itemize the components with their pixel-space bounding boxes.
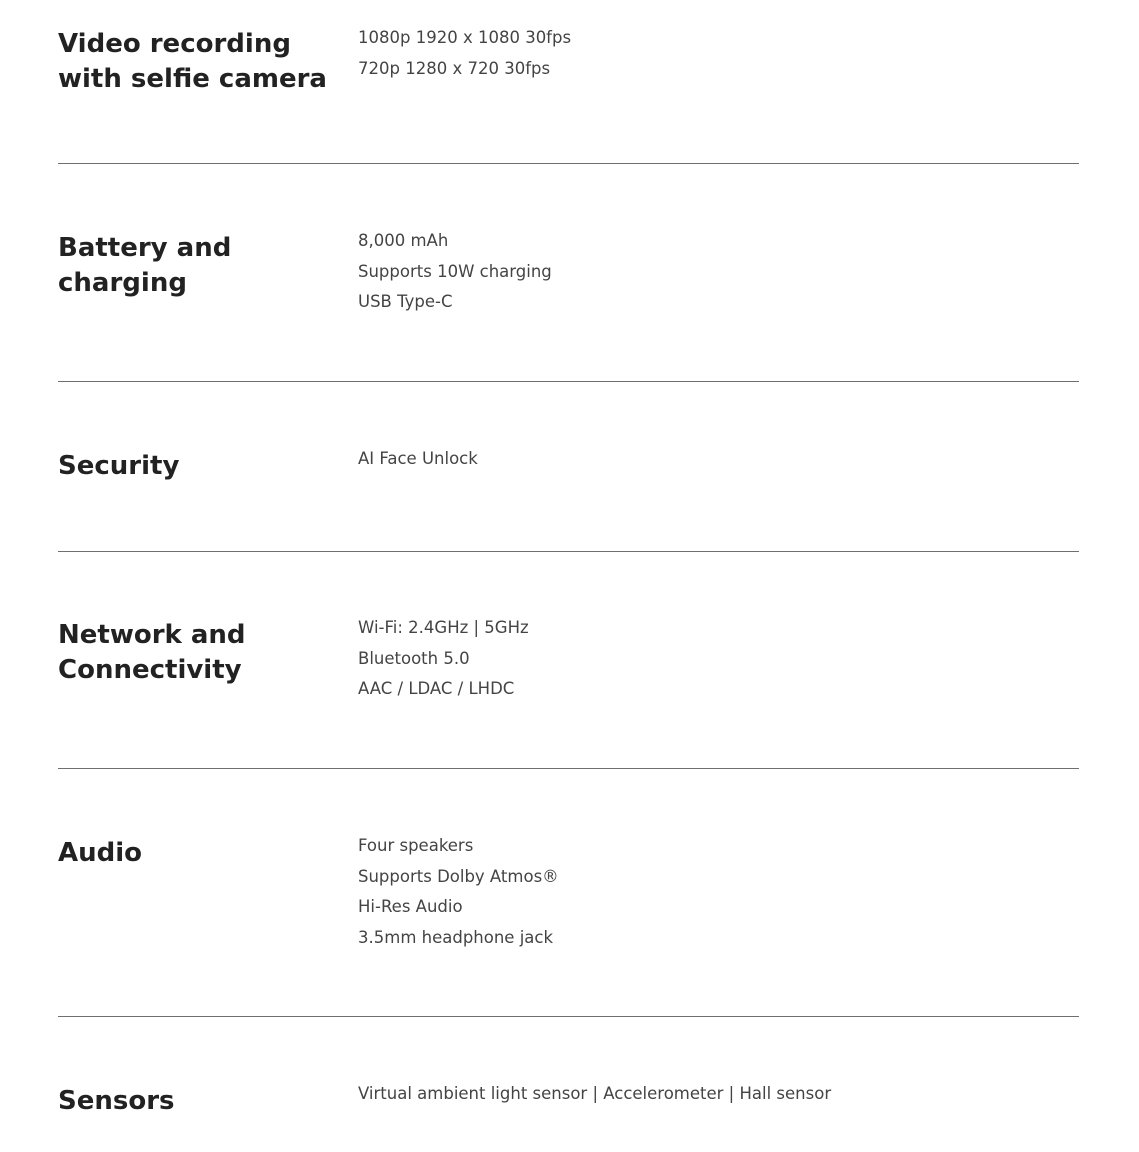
section-divider xyxy=(58,163,1079,164)
spec-value: Supports Dolby Atmos® xyxy=(358,866,559,886)
spec-title-line: charging xyxy=(58,268,187,298)
section-divider xyxy=(58,768,1079,769)
spec-title-line: Battery and xyxy=(58,233,232,263)
spec-value: Four speakers xyxy=(358,836,474,855)
spec-value: AAC / LDAC / LHDC xyxy=(358,679,515,698)
spec-values-list xyxy=(358,831,559,953)
spec-title-line: Security xyxy=(58,451,180,481)
spec-value: AI Face Unlock xyxy=(358,449,478,468)
spec-title-line: with selfie camera xyxy=(58,64,327,94)
spec-value: Wi-Fi: 2.4GHz | 5GHz xyxy=(358,618,529,637)
spec-value: Hi-Res Audio xyxy=(358,897,463,916)
spec-values-list xyxy=(358,1079,831,1110)
spec-title-line: Network and xyxy=(58,620,246,650)
spec-value: USB Type-C xyxy=(358,292,453,311)
spec-values-list xyxy=(358,23,571,84)
spec-title xyxy=(58,836,142,871)
spec-title-line: Connectivity xyxy=(58,655,242,685)
spec-values-list xyxy=(358,226,552,318)
spec-values-list xyxy=(358,613,529,705)
spec-title-line: Video recording xyxy=(58,29,291,59)
spec-value: 3.5mm headphone jack xyxy=(358,927,554,947)
spec-title xyxy=(58,231,231,301)
section-divider xyxy=(58,381,1079,382)
spec-value: Supports 10W charging xyxy=(358,261,552,281)
section-divider xyxy=(58,551,1079,552)
spec-value: Virtual ambient light sensor | Accelerometer | Hall sensor xyxy=(358,1084,832,1103)
spec-title-line: Audio xyxy=(58,838,143,868)
spec-value: Bluetooth 5.0 xyxy=(358,648,470,668)
spec-value: 1080p 1920 x 1080 30fps xyxy=(358,28,572,47)
spec-title xyxy=(58,618,246,688)
spec-value: 720p 1280 x 720 30fps xyxy=(358,58,551,78)
spec-title xyxy=(58,27,327,97)
section-divider xyxy=(58,1016,1079,1017)
spec-title xyxy=(58,449,179,484)
spec-title xyxy=(58,1084,175,1119)
spec-value: 8,000 mAh xyxy=(358,231,449,250)
spec-title-line: Sensors xyxy=(58,1086,175,1116)
spec-values-list xyxy=(358,444,478,475)
